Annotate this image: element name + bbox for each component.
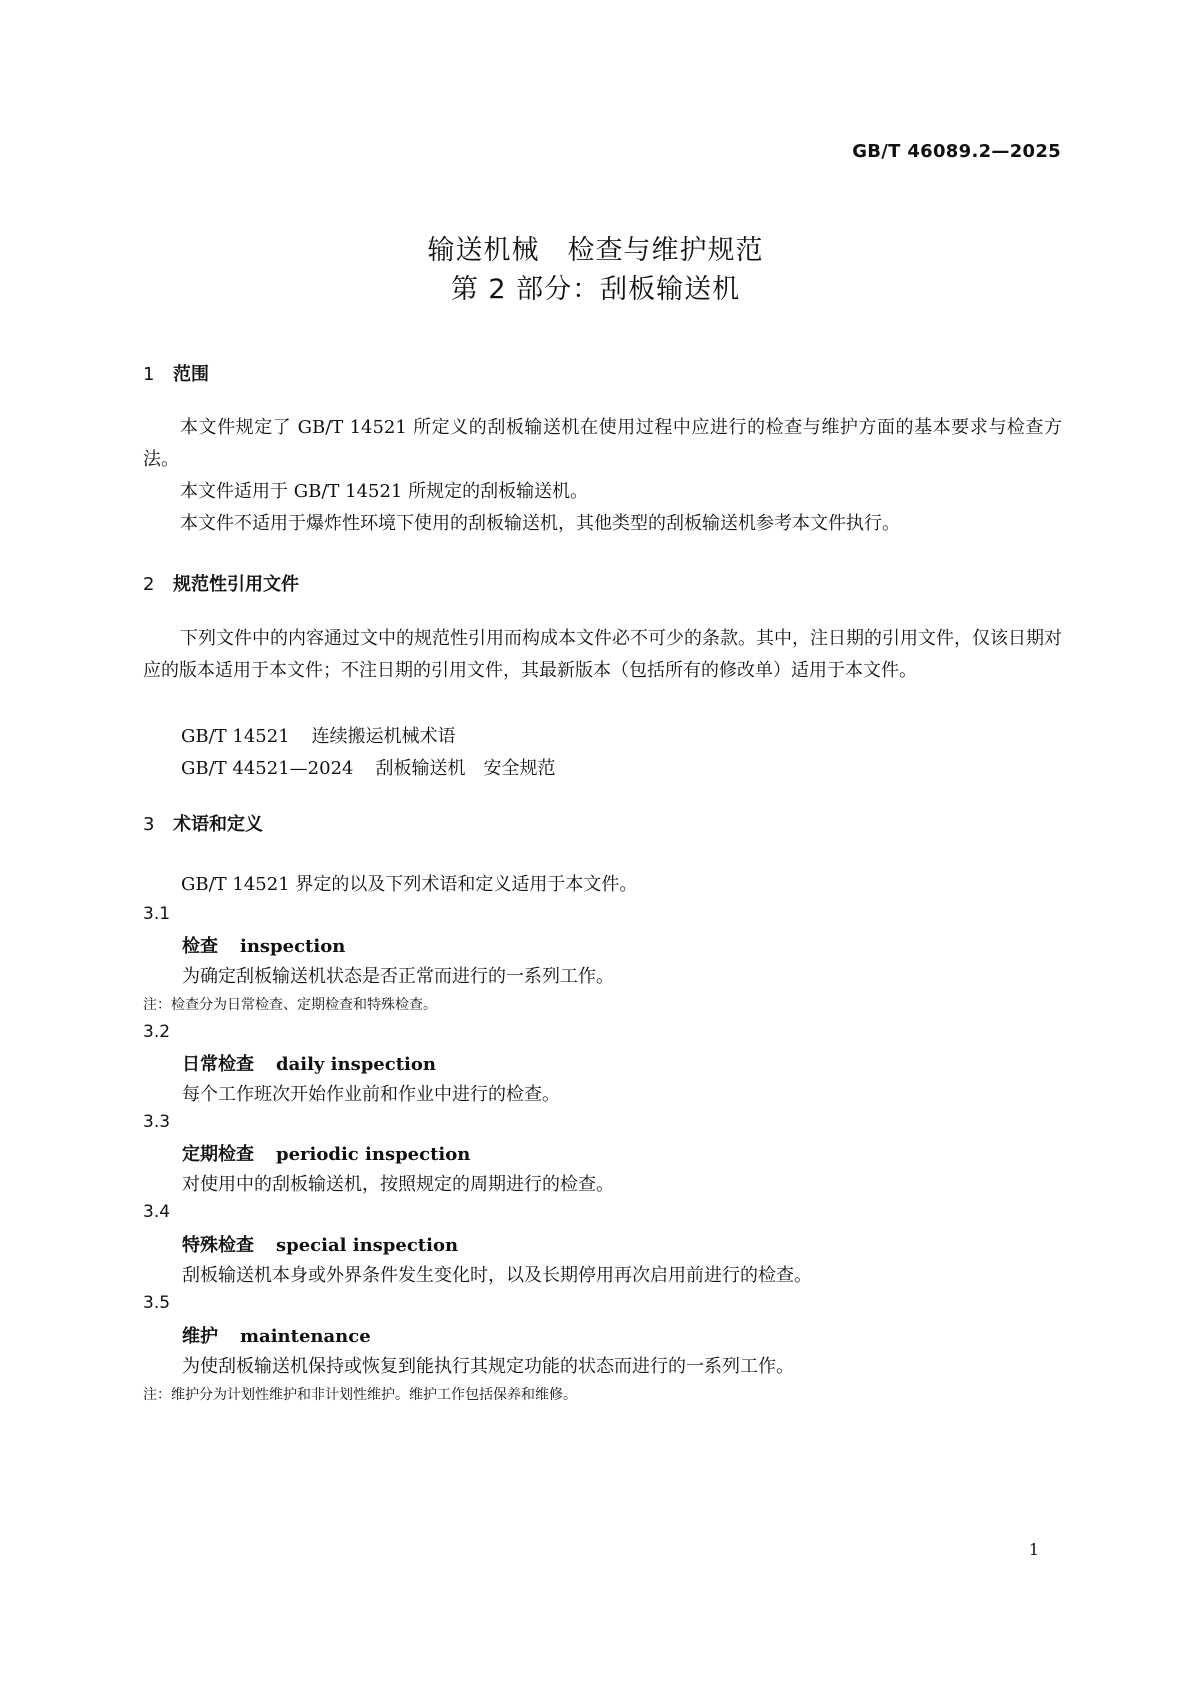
standard-code: GB/T 46089.2—2025	[852, 141, 1061, 162]
term-number: 3.4	[143, 1202, 171, 1222]
term-en: periodic inspection	[276, 1144, 471, 1165]
section-3-intro: GB/T 14521 界定的以及下列术语和定义适用于本文件。	[181, 874, 638, 895]
term-en: inspection	[240, 936, 346, 957]
term-zh: 维护	[182, 1326, 218, 1347]
term-definition: 刮板输送机本身或外界条件发生变化时，以及长期停用再次启用前进行的检查。	[182, 1265, 812, 1286]
term-definition: 为确定刮板输送机状态是否正常而进行的一系列工作。	[182, 966, 614, 987]
term-number: 3.1	[143, 904, 171, 924]
document-title-line2: 第 2 部分：刮板输送机	[450, 274, 741, 305]
term-en: daily inspection	[276, 1054, 436, 1075]
section-1-paragraph-3: 本文件不适用于爆炸性环境下使用的刮板输送机，其他类型的刮板输送机参考本文件执行。	[180, 513, 900, 534]
term-zh: 检查	[182, 936, 218, 957]
term-definition: 对使用中的刮板输送机，按照规定的周期进行的检查。	[182, 1174, 614, 1195]
section-title: 规范性引用文件	[173, 574, 299, 595]
document-title-line1: 输送机械 检查与维护规范	[427, 235, 764, 266]
term-zh: 定期检查	[182, 1144, 254, 1165]
section-number: 2	[143, 574, 155, 595]
reference-item	[181, 754, 555, 780]
term-number: 3.2	[143, 1022, 171, 1042]
reference-code: GB/T 14521	[181, 726, 290, 747]
term-entry	[182, 1231, 458, 1257]
term-zh: 日常检查	[182, 1054, 254, 1075]
term-number: 3.5	[143, 1293, 171, 1313]
term-entry	[182, 932, 345, 958]
reference-title: 刮板输送机 安全规范	[375, 758, 556, 779]
term-en: special inspection	[276, 1235, 459, 1256]
section-title: 术语和定义	[173, 814, 263, 835]
term-entry	[182, 1322, 371, 1348]
term-number: 3.3	[143, 1112, 171, 1132]
section-title: 范围	[173, 364, 209, 385]
section-1-paragraph-2: 本文件适用于 GB/T 14521 所规定的刮板输送机。	[180, 481, 589, 502]
page-number: 1	[1028, 1540, 1039, 1559]
reference-title: 连续搬运机械术语	[311, 726, 456, 747]
term-definition: 为使刮板输送机保持或恢复到能执行其规定功能的状态而进行的一系列工作。	[182, 1356, 794, 1377]
term-note: 注：维护分为计划性维护和非计划性维护。维护工作包括保养和维修。	[143, 1387, 577, 1403]
section-1-paragraph-1: 本文件规定了 GB/T 14521 所定义的刮板输送机在使用过程中应进行的检查与维护方面的基本要求与检查方法。	[143, 417, 1062, 470]
section-number: 3	[143, 814, 155, 835]
section-2-heading	[143, 570, 299, 596]
section-3-heading	[143, 810, 263, 836]
term-zh: 特殊检查	[182, 1235, 254, 1256]
section-number: 1	[143, 364, 155, 385]
term-definition: 每个工作班次开始作业前和作业中进行的检查。	[182, 1084, 560, 1105]
term-entry	[182, 1050, 436, 1076]
term-note: 注：检查分为日常检查、定期检查和特殊检查。	[143, 997, 437, 1013]
section-1-heading	[143, 360, 209, 386]
reference-code: GB/T 44521—2024	[181, 758, 354, 779]
term-en: maintenance	[240, 1326, 371, 1347]
section-2-paragraph-1: 下列文件中的内容通过文中的规范性引用而构成本文件必不可少的条款。其中，注日期的引用文件，仅该日期对应的版本适用于本文件；不注日期的引用文件，其最新版本（包括所有的修改单）适用于本文件。	[143, 628, 1062, 681]
reference-item	[181, 722, 456, 748]
term-entry	[182, 1140, 470, 1166]
